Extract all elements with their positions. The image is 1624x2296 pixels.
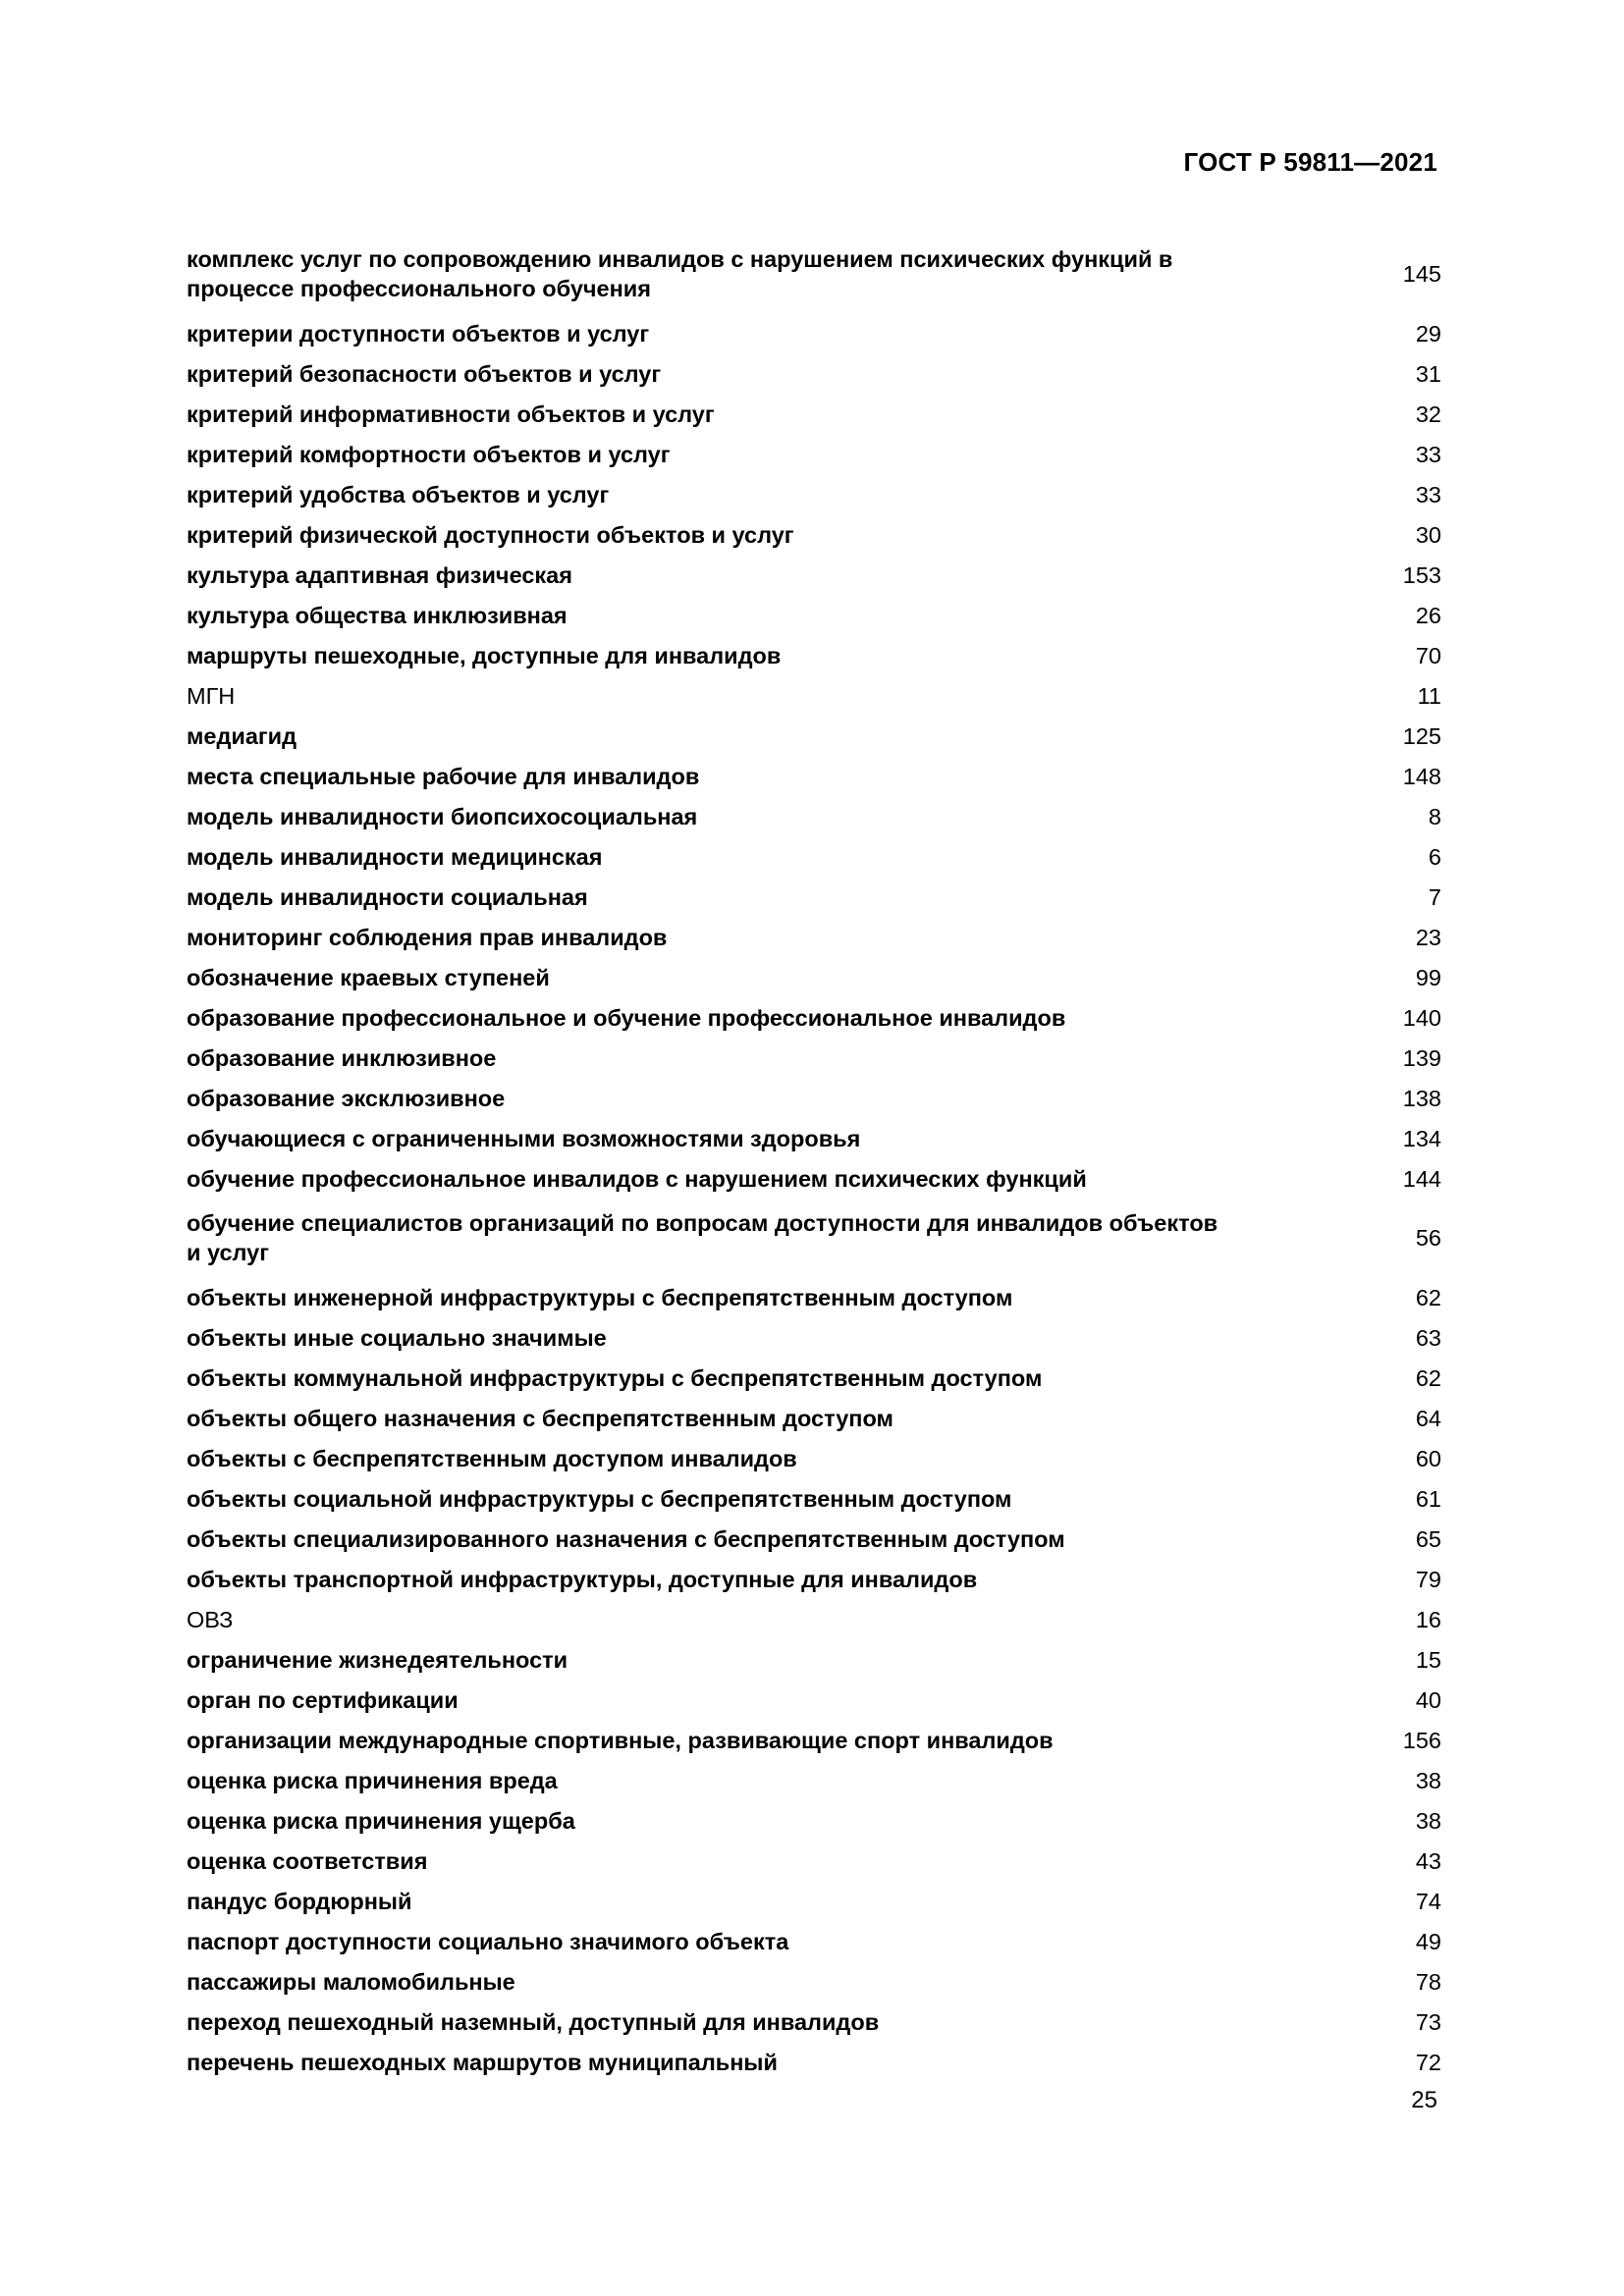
index-term-number: 74 <box>1415 1888 1441 1914</box>
index-term: МГН <box>187 682 236 709</box>
index-term-number: 65 <box>1415 1525 1441 1552</box>
index-entry <box>187 1317 1441 1358</box>
index-term-number: 32 <box>1415 400 1441 427</box>
index-term: критерии доступности объектов и услуг <box>187 320 650 347</box>
index-entry <box>187 635 1441 675</box>
document-code: ГОСТ Р 59811—2021 <box>1183 147 1437 177</box>
index-term-number: 139 <box>1402 1044 1441 1071</box>
index-term-number: 33 <box>1415 441 1441 467</box>
index-term: комплекс услуг по сопровождению инвалидов с нарушением психических функций в процессе профессионального обучения <box>187 246 1173 301</box>
index-entry <box>187 514 1441 555</box>
index-term: пандус бордюрный <box>187 1888 412 1914</box>
index-entry <box>187 1038 1441 1078</box>
index-term-number: 64 <box>1415 1405 1441 1431</box>
index-term-number: 8 <box>1428 803 1441 829</box>
index-term-number: 125 <box>1402 722 1441 749</box>
index-term-number: 60 <box>1415 1445 1441 1471</box>
index-term: организации международные спортивные, развивающие спорт инвалидов <box>187 1727 1054 1753</box>
index-entry <box>187 796 1441 836</box>
index-term: мониторинг соблюдения прав инвалидов <box>187 924 668 950</box>
index-term-number: 49 <box>1415 1928 1441 1954</box>
index-term-number: 140 <box>1402 1004 1441 1031</box>
index-entry <box>187 997 1441 1038</box>
index-term: образование эксклюзивное <box>187 1085 506 1111</box>
index-term: критерий информативности объектов и услуг <box>187 400 715 427</box>
index-entry <box>187 1961 1441 2002</box>
index-term-number: 72 <box>1415 2049 1441 2075</box>
index-entry <box>187 235 1441 313</box>
index-term: модель инвалидности биопсихосоциальная <box>187 803 698 829</box>
index-term-number: 70 <box>1415 642 1441 668</box>
index-term-number: 31 <box>1415 360 1441 387</box>
index-term-number: 33 <box>1415 481 1441 507</box>
index-entry <box>187 877 1441 917</box>
index-term-number: 144 <box>1402 1165 1441 1192</box>
index-term: критерий безопасности объектов и услуг <box>187 360 662 387</box>
index-entry <box>187 1158 1441 1199</box>
index-entry <box>187 1199 1441 1277</box>
index-entry <box>187 1881 1441 1921</box>
index-term: ограничение жизнедеятельности <box>187 1646 568 1673</box>
index-term-number: 56 <box>1415 1225 1441 1251</box>
index-entry <box>187 716 1441 756</box>
index-term: критерий удобства объектов и услуг <box>187 481 610 507</box>
index-term: объекты транспортной инфраструктуры, доступные для инвалидов <box>187 1566 978 1592</box>
index-term: обучающиеся с ограниченными возможностями здоровья <box>187 1125 861 1151</box>
index-term: ОВЗ <box>187 1606 234 1632</box>
index-term-number: 29 <box>1415 320 1441 347</box>
index-term: модель инвалидности социальная <box>187 883 588 910</box>
index-term: паспорт доступности социально значимого объекта <box>187 1928 789 1954</box>
index-term-number: 6 <box>1428 843 1441 870</box>
index-entry <box>187 1599 1441 1639</box>
index-term-number: 40 <box>1415 1686 1441 1713</box>
index-entry <box>187 394 1441 434</box>
index-entry <box>187 1720 1441 1760</box>
index-entry <box>187 1800 1441 1841</box>
index-term-number: 38 <box>1415 1807 1441 1834</box>
index-term: культура общества инклюзивная <box>187 602 568 628</box>
index-term: модель инвалидности медицинская <box>187 843 603 870</box>
index-term: перечень пешеходных маршрутов муниципальный <box>187 2049 778 2075</box>
index-term-number: 79 <box>1415 1566 1441 1592</box>
index-term-number: 148 <box>1402 763 1441 789</box>
index-term: обучение профессиональное инвалидов с нарушением психических функций <box>187 1165 1087 1192</box>
index-term-number: 138 <box>1402 1085 1441 1111</box>
index-term-number: 99 <box>1415 964 1441 990</box>
index-term-number: 156 <box>1402 1727 1441 1753</box>
index-term-number: 7 <box>1428 883 1441 910</box>
index-term-number: 11 <box>1417 682 1441 709</box>
index-term: оценка риска причинения ущерба <box>187 1807 575 1834</box>
index-entry <box>187 1277 1441 1317</box>
index-entry <box>187 1559 1441 1599</box>
index-term: объекты общего назначения с беспрепятственным доступом <box>187 1405 893 1431</box>
index-entry <box>187 1760 1441 1800</box>
index-term: критерий комфортности объектов и услуг <box>187 441 671 467</box>
index-term: образование инклюзивное <box>187 1044 497 1071</box>
index-term-number: 62 <box>1415 1284 1441 1310</box>
index-entry <box>187 756 1441 796</box>
index-entry <box>187 1478 1441 1519</box>
index-entry <box>187 474 1441 514</box>
page-number: 25 <box>1411 2087 1437 2113</box>
index-term-number: 62 <box>1415 1364 1441 1391</box>
index-term-number: 78 <box>1415 1968 1441 1995</box>
index-term: объекты иные социально значимые <box>187 1324 607 1351</box>
index-entry <box>187 1398 1441 1438</box>
index-entry <box>187 917 1441 957</box>
index-term-number: 23 <box>1415 924 1441 950</box>
alphabetical-index <box>187 235 1441 2082</box>
index-term: объекты с беспрепятственным доступом инвалидов <box>187 1445 797 1471</box>
index-entry <box>187 434 1441 474</box>
index-term-number: 43 <box>1415 1847 1441 1874</box>
index-entry <box>187 957 1441 997</box>
index-entry <box>187 1358 1441 1398</box>
index-term: маршруты пешеходные, доступные для инвалидов <box>187 642 782 668</box>
index-entry <box>187 1639 1441 1680</box>
index-entry <box>187 1921 1441 1961</box>
index-term: объекты социальной инфраструктуры с беспрепятственным доступом <box>187 1485 1012 1512</box>
index-entry <box>187 675 1441 716</box>
index-entry <box>187 1078 1441 1118</box>
index-term-number: 134 <box>1402 1125 1441 1151</box>
index-term: обозначение краевых ступеней <box>187 964 550 990</box>
index-term: обучение специалистов организаций по вопросам доступности для инвалидов объектов и услуг <box>187 1210 1218 1265</box>
index-entry <box>187 1118 1441 1158</box>
index-term: объекты инженерной инфраструктуры с беспрепятственным доступом <box>187 1284 1013 1310</box>
index-term: орган по сертификации <box>187 1686 459 1713</box>
index-entry <box>187 1680 1441 1720</box>
index-term-number: 145 <box>1402 261 1441 287</box>
index-term-number: 30 <box>1415 521 1441 548</box>
index-entry <box>187 555 1441 595</box>
index-entry <box>187 2002 1441 2042</box>
index-term: медиагид <box>187 722 298 749</box>
index-term-number: 73 <box>1415 2008 1441 2035</box>
index-entry <box>187 836 1441 877</box>
index-term: места специальные рабочие для инвалидов <box>187 763 700 789</box>
index-term-number: 15 <box>1415 1646 1441 1673</box>
index-term: критерий физической доступности объектов и услуг <box>187 521 794 548</box>
index-term-number: 153 <box>1402 561 1441 588</box>
index-entry <box>187 1438 1441 1478</box>
index-term: переход пешеходный наземный, доступный для инвалидов <box>187 2008 880 2035</box>
index-term: пассажиры маломобильные <box>187 1968 515 1995</box>
index-entry <box>187 2042 1441 2082</box>
index-term: оценка риска причинения вреда <box>187 1767 558 1793</box>
index-term-number: 16 <box>1415 1606 1441 1632</box>
index-term-number: 61 <box>1415 1485 1441 1512</box>
index-entry <box>187 1519 1441 1559</box>
index-term: объекты коммунальной инфраструктуры с беспрепятственным доступом <box>187 1364 1043 1391</box>
index-term: объекты специализированного назначения с беспрепятственным доступом <box>187 1525 1065 1552</box>
index-term-number: 63 <box>1415 1324 1441 1351</box>
index-term: оценка соответствия <box>187 1847 428 1874</box>
index-term: культура адаптивная физическая <box>187 561 572 588</box>
index-entry <box>187 1841 1441 1881</box>
index-entry <box>187 353 1441 394</box>
index-entry <box>187 595 1441 635</box>
index-term-number: 26 <box>1415 602 1441 628</box>
index-term-number: 38 <box>1415 1767 1441 1793</box>
index-entry <box>187 313 1441 353</box>
index-term: образование профессиональное и обучение профессиональное инвалидов <box>187 1004 1066 1031</box>
